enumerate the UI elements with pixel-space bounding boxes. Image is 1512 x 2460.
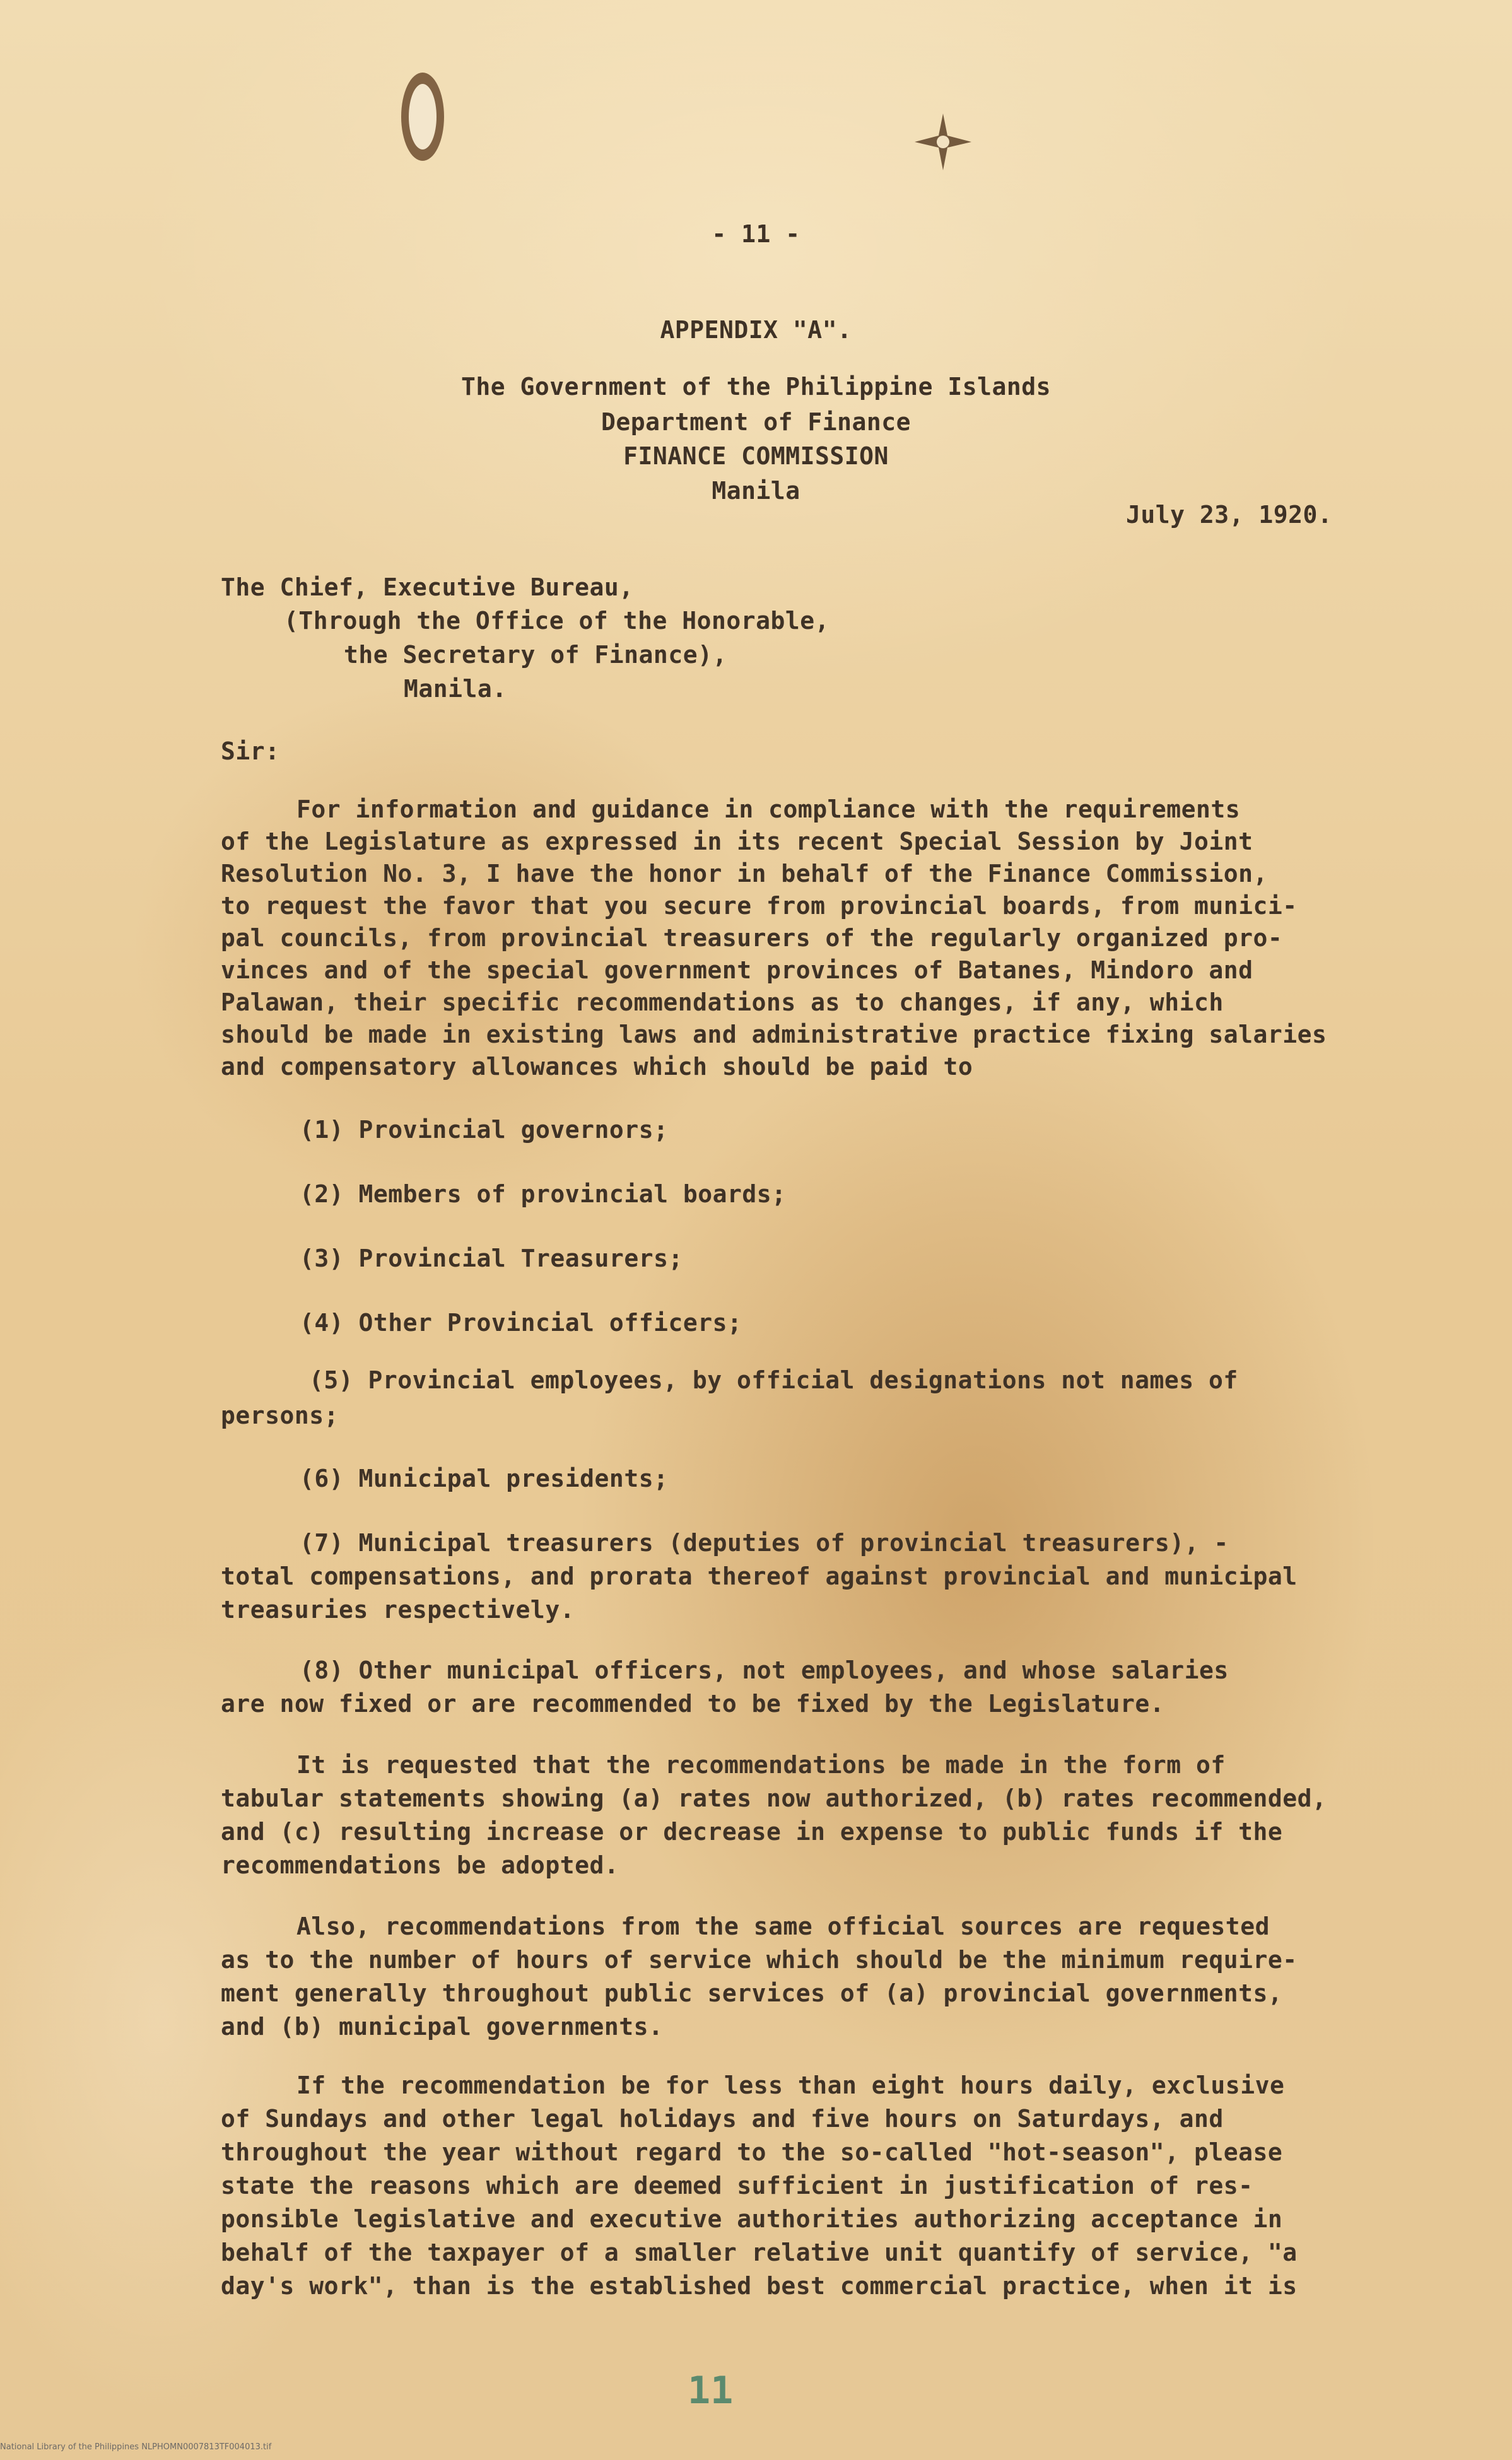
address-line: (Through the Office of the Honorable, [284,607,829,635]
list-item: (7) Municipal treasurers (deputies of provincial treasurers), - [300,1529,1229,1557]
letterhead-line: The Government of the Philippine Islands [460,373,1052,401]
letterhead-line: Department of Finance [601,408,911,436]
paragraph-line: If the recommendation be for less than eight hours daily, exclusive [296,2071,1285,2099]
paragraph-line: to request the favor that you secure from provincial boards, from munici- [221,892,1298,920]
page-number-marker: - 11 - [712,220,800,248]
list-item: (3) Provincial Treasurers; [300,1245,683,1272]
letterhead-line: FINANCE COMMISSION [623,442,889,470]
paragraph-line: throughout the year without regard to the so-called "hot-season", please [221,2138,1283,2166]
paragraph-line: Resolution No. 3, I have the honor in behalf of the Finance Commission, [221,860,1268,887]
page-stamp-number: 11 [688,2369,734,2413]
paragraph-line: of the Legislature as expressed in its recent Special Session by Joint [221,828,1253,855]
paragraph-line: tabular statements showing (a) rates now authorized, (b) rates recommended, [221,1784,1327,1812]
burn-hole-mark [391,63,454,170]
paragraph-line: and compensatory allowances which should be paid to [221,1053,973,1081]
paragraph-line: It is requested that the recommendations be made in the form of [296,1751,1226,1779]
salutation: Sir: [221,737,280,765]
list-item: (4) Other Provincial officers; [300,1309,742,1337]
paragraph-line: behalf of the taxpayer of a smaller relative unit quantify of service, "a [221,2239,1298,2266]
paragraph-line: and (c) resulting increase or decrease in expense to public funds if the [221,1818,1283,1846]
paragraph-line: ment generally throughout public services of (a) provincial governments, [221,1979,1283,2007]
list-item-continuation: treasuries respectively. [221,1596,575,1624]
list-item: (6) Municipal presidents; [300,1465,669,1492]
list-item: (5) Provincial employees, by official designations not names of [309,1366,1238,1394]
appendix-heading: APPENDIX "A". [660,316,852,344]
address-line: The Chief, Executive Bureau, [221,573,634,601]
paragraph-line: day's work", than is the established best commercial practice, when it is [221,2272,1298,2300]
list-item: (2) Members of provincial boards; [300,1180,787,1208]
paragraph-line: pal councils, from provincial treasurers of the regularly organized pro- [221,924,1283,952]
paragraph-line: as to the number of hours of service which should be the minimum require- [221,1946,1298,1974]
list-item: (1) Provincial governors; [300,1116,669,1144]
archive-caption: National Library of the Philippines NLPHOMN0007813TF004013.tif [0,2442,272,2452]
list-item-continuation: total compensations, and prorata thereof against provincial and municipal [221,1562,1298,1590]
paragraph-line: For information and guidance in compliance with the requirements [296,795,1241,823]
list-item: (8) Other municipal officers, not employees, and whose salaries [300,1656,1229,1684]
address-line: Manila. [404,675,507,703]
letter-date: July 23, 1920. [1126,501,1333,529]
paragraph-line: vinces and of the special government provinces of Batanes, Mindoro and [221,956,1253,984]
paragraph-line: of Sundays and other legal holidays and five hours on Saturdays, and [221,2105,1224,2133]
paragraph-line: and (b) municipal governments. [221,2013,664,2041]
paragraph-line: should be made in existing laws and administrative practice fixing salaries [221,1021,1327,1048]
paragraph-line: ponsible legislative and executive authorities authorizing acceptance in [221,2205,1283,2233]
list-item-continuation: persons; [221,1402,339,1429]
list-item-continuation: are now fixed or are recommended to be fixed by the Legislature. [221,1690,1165,1718]
paragraph-line: Palawan, their specific recommendations as to changes, if any, which [221,988,1224,1016]
paragraph-line: Also, recommendations from the same official sources are requested [296,1912,1270,1940]
letterhead-line: Manila [712,477,800,505]
burn-spot-mark [908,107,978,177]
paragraph-line: state the reasons which are deemed sufficient in justification of res- [221,2172,1253,2199]
paragraph-line: recommendations be adopted. [221,1851,619,1879]
address-line: the Secretary of Finance), [344,641,727,669]
